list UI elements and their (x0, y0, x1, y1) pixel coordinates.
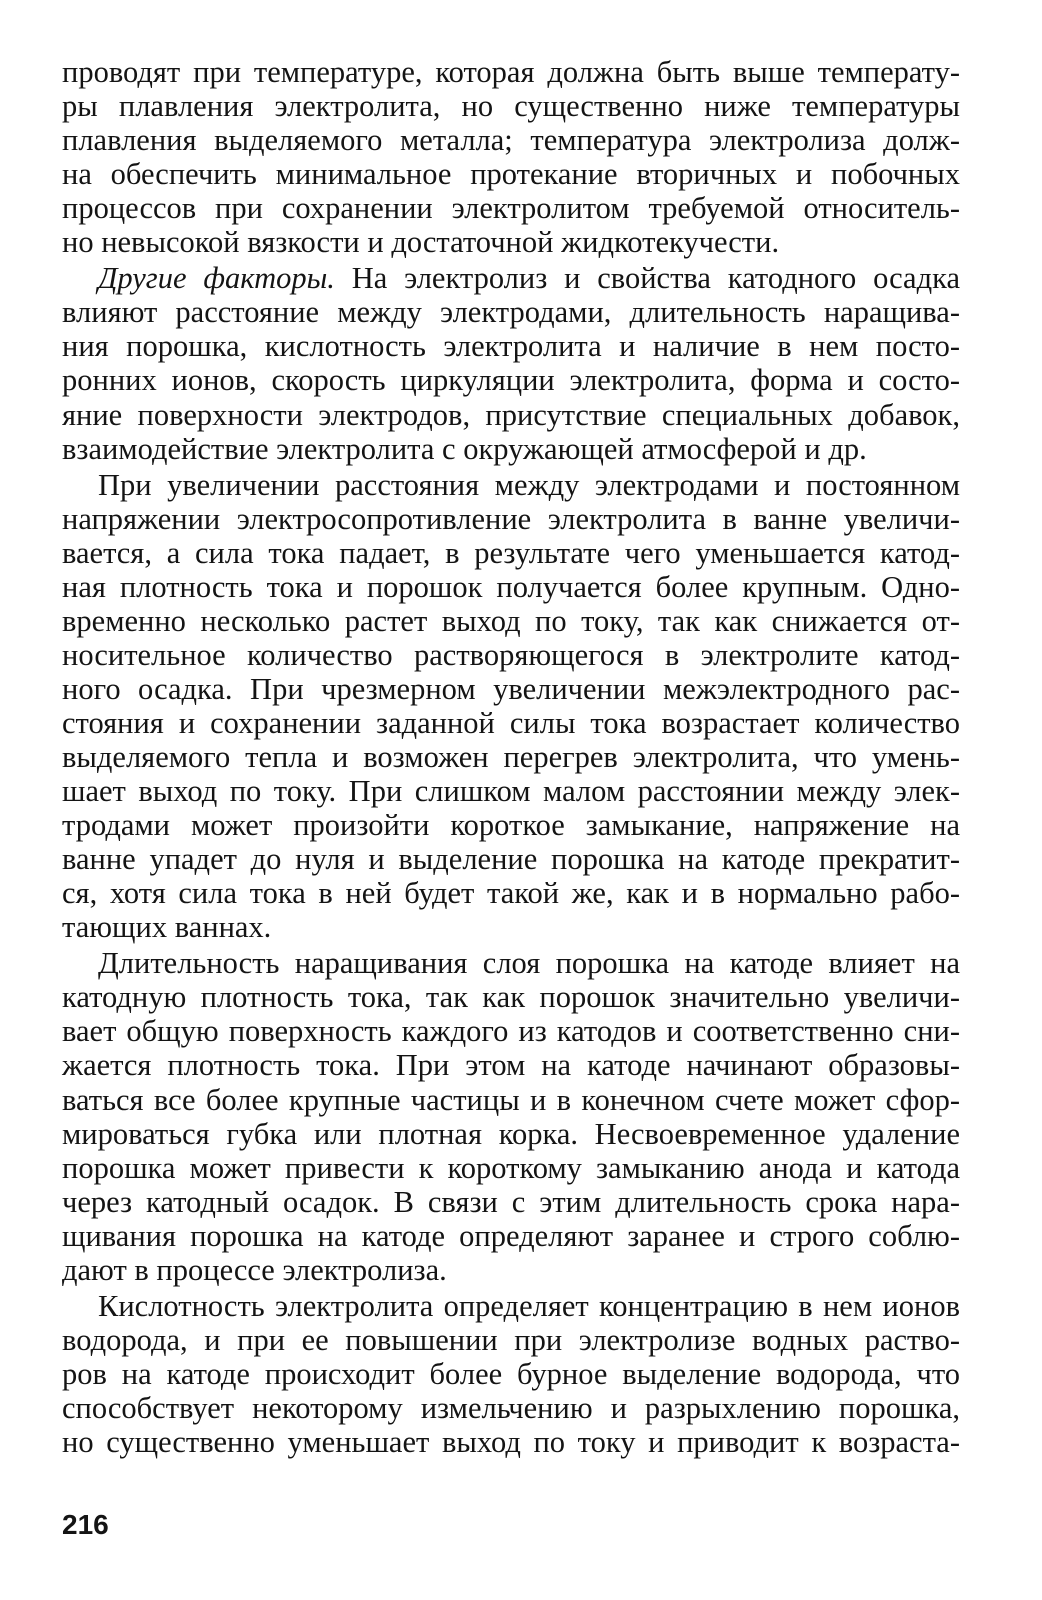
text-line: жается плотность тока. При этом на катоде начинают образовы- (62, 1048, 960, 1083)
text-line: ся, хотя сила тока в ней будет такой же, как и в нормально рабо- (62, 876, 960, 911)
text-line: ронних ионов, скорость циркуляции электролита, форма и состо- (62, 363, 960, 398)
text-line: взаимодействие электролита с окружающей атмосферой и др. (62, 431, 867, 466)
text-line: вается, а сила тока падает, в результате чего уменьшается катод- (62, 535, 960, 570)
page-number: 216 (62, 1509, 109, 1540)
text-line: ного осадка. При чрезмерном увеличении межэлектродного рас- (62, 671, 960, 706)
text-line: Длительность наращивания слоя порошка на катоде влияет на (98, 946, 960, 981)
text-line: ванне упадет до нуля и выделение порошка на катоде прекратит- (62, 842, 960, 877)
text-line: на обеспечить минимальное протекание вторичных и побочных (62, 157, 960, 192)
text-line: катодную плотность тока, так как порошок значительно увеличи- (62, 980, 960, 1015)
text-line: тающих ваннах. (62, 910, 272, 945)
text-line: порошка может привести к короткому замыканию анода и катода (62, 1150, 960, 1185)
text-line: выделяемого тепла и возможен перегрев электролита, что умень- (62, 740, 960, 774)
text-line: влияют расстояние между электродами, длительность наращива- (62, 295, 960, 330)
text-line: мироваться губка или плотная корка. Несвоевременное удаление (62, 1116, 960, 1151)
text-line: ния порошка, кислотность электролита и наличие в нем посто- (62, 329, 960, 364)
text-line: дают в процессе электролиза. (62, 1252, 447, 1287)
text-line: ная плотность тока и порошок получается более крупным. Одно- (62, 569, 960, 604)
text-line: но невысокой вязкости и достаточной жидкотекучести. (62, 225, 780, 260)
text-line: процессов при сохранении электролитом требуемой относитель- (62, 191, 960, 226)
text-line: Кислотность электролита определяет концентрацию в нем ионов (98, 1288, 960, 1323)
run-in-heading: Другие факторы. (98, 261, 335, 296)
text-line: ваться все более крупные частицы и в конечном счете может сфор- (62, 1082, 960, 1117)
text-line: тродами может произойти короткое замыкание, напряжение на (62, 808, 960, 843)
text-line: плавления выделяемого металла; температура электролиза долж- (62, 123, 960, 158)
text-line: стояния и сохранении заданной силы тока возрастает количество (62, 705, 960, 740)
text-line: ров на катоде происходит более бурное выделение водорода, что (62, 1356, 960, 1391)
text-line: водорода, и при ее повышении при электролизе водных раство- (62, 1322, 960, 1357)
text-line: ры плавления электролита, но существенно ниже температуры (62, 89, 960, 124)
text-line: напряжении электросопротивление электролита в ванне увеличи- (62, 501, 960, 536)
text-line: проводят при температуре, которая должна быть выше температу- (62, 55, 960, 89)
text-line: шает выход по току. При слишком малом расстоянии между элек- (62, 774, 960, 809)
text-line (98, 261, 960, 295)
text-line: способствует некоторому измельчению и разрыхлению порошка, (62, 1390, 960, 1425)
text-line: При увеличении расстояния между электродами и постоянном (98, 467, 960, 502)
text-run: На электролиз и свойства катодного осадка (334, 261, 960, 296)
text-line: вает общую поверхность каждого из катодов и соответственно сни- (62, 1014, 960, 1049)
text-line: временно несколько растет выход по току, так как снижается от- (62, 603, 960, 638)
text-line: яние поверхности электродов, присутствие специальных добавок, (62, 397, 960, 432)
text-line: но существенно уменьшает выход по току и приводит к возраста- (62, 1425, 960, 1459)
text-line: носительное количество растворяющегося в электролите катод- (62, 637, 960, 672)
text-line: через катодный осадок. В связи с этим длительность срока нара- (62, 1184, 960, 1219)
text-line: щивания порошка на катоде определяют заранее и строго соблю- (62, 1218, 960, 1253)
